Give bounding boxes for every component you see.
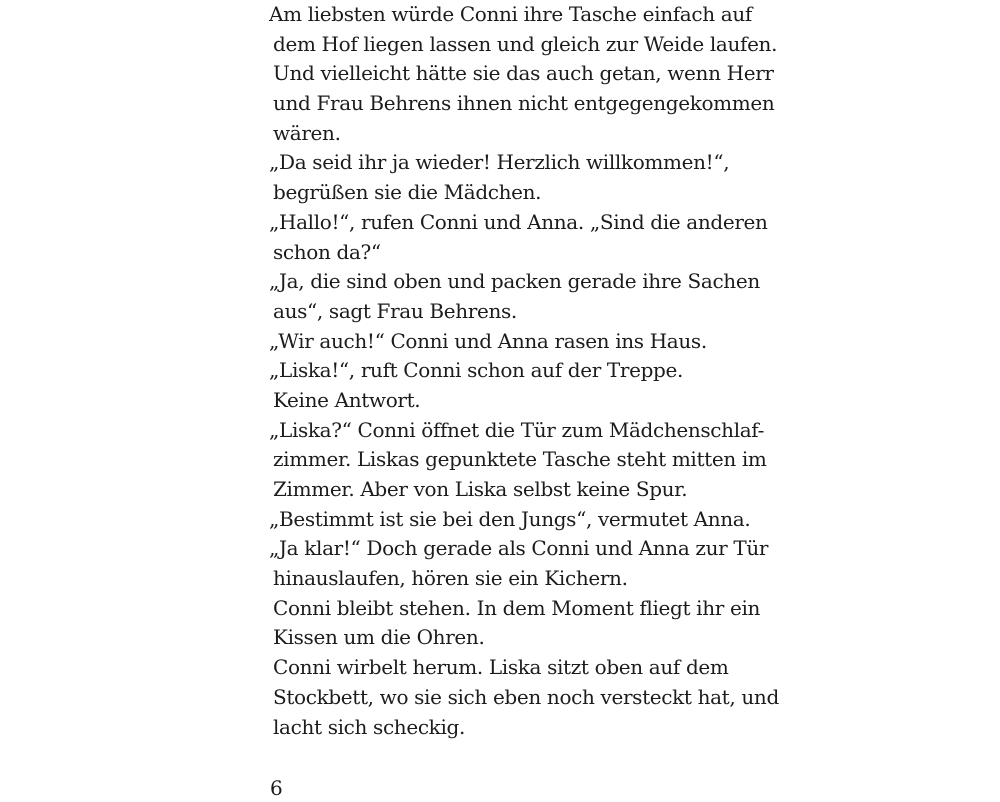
text-line: Keine Antwort. (273, 387, 421, 412)
text-line: hinauslaufen, hören sie ein Kichern. (273, 566, 628, 591)
text-line: Conni wirbelt herum. Liska sitzt oben auf dem (273, 655, 729, 680)
text-line: und Frau Behrens ihnen nicht entgegengekommen (273, 91, 775, 116)
text-line: Und vielleicht hätte sie das auch getan, wenn Herr (273, 61, 774, 86)
text-line: dem Hof liegen lassen und gleich zur Weide laufen. (273, 31, 778, 56)
text-line: Am liebsten würde Conni ihre Tasche einfach auf (269, 2, 752, 26)
text-line: „Ja klar!“ Doch gerade als Conni und Anna zur Tür (269, 536, 769, 561)
text-line: zimmer. Liskas gepunktete Tasche steht mitten im (273, 447, 767, 472)
text-line: Stockbett, wo sie sich eben noch versteckt hat, und (273, 684, 779, 709)
text-line: Zimmer. Aber von Liska selbst keine Spur. (273, 477, 688, 501)
text-line: wären. (273, 120, 341, 145)
body-text (269, 0, 779, 742)
text-line: begrüßen sie die Mädchen. (273, 180, 542, 205)
text-line: aus“, sagt Frau Behrens. (273, 298, 517, 323)
page-number: 6 (270, 776, 283, 800)
text-line: „Wir auch!“ Conni und Anna rasen ins Haus. (269, 328, 707, 353)
text-line: Kissen um die Ohren. (273, 625, 485, 650)
text-line: „Hallo!“, rufen Conni und Anna. „Sind die anderen (269, 209, 768, 234)
text-line: „Liska!“, ruft Conni schon auf der Treppe. (269, 358, 684, 383)
text-line: „Ja, die sind oben und packen gerade ihre Sachen (269, 269, 760, 294)
text-line: „Bestimmt ist sie bei den Jungs“, vermutet Anna. (269, 506, 751, 531)
text-line: lacht sich scheckig. (273, 714, 465, 739)
text-line: „Da seid ihr ja wieder! Herzlich willkommen!“, (269, 150, 730, 175)
text-line: schon da?“ (273, 239, 381, 264)
text-line: Conni bleibt stehen. In dem Moment fliegt ihr ein (273, 595, 761, 620)
text-line: „Liska?“ Conni öffnet die Tür zum Mädchenschlaf- (269, 417, 765, 442)
